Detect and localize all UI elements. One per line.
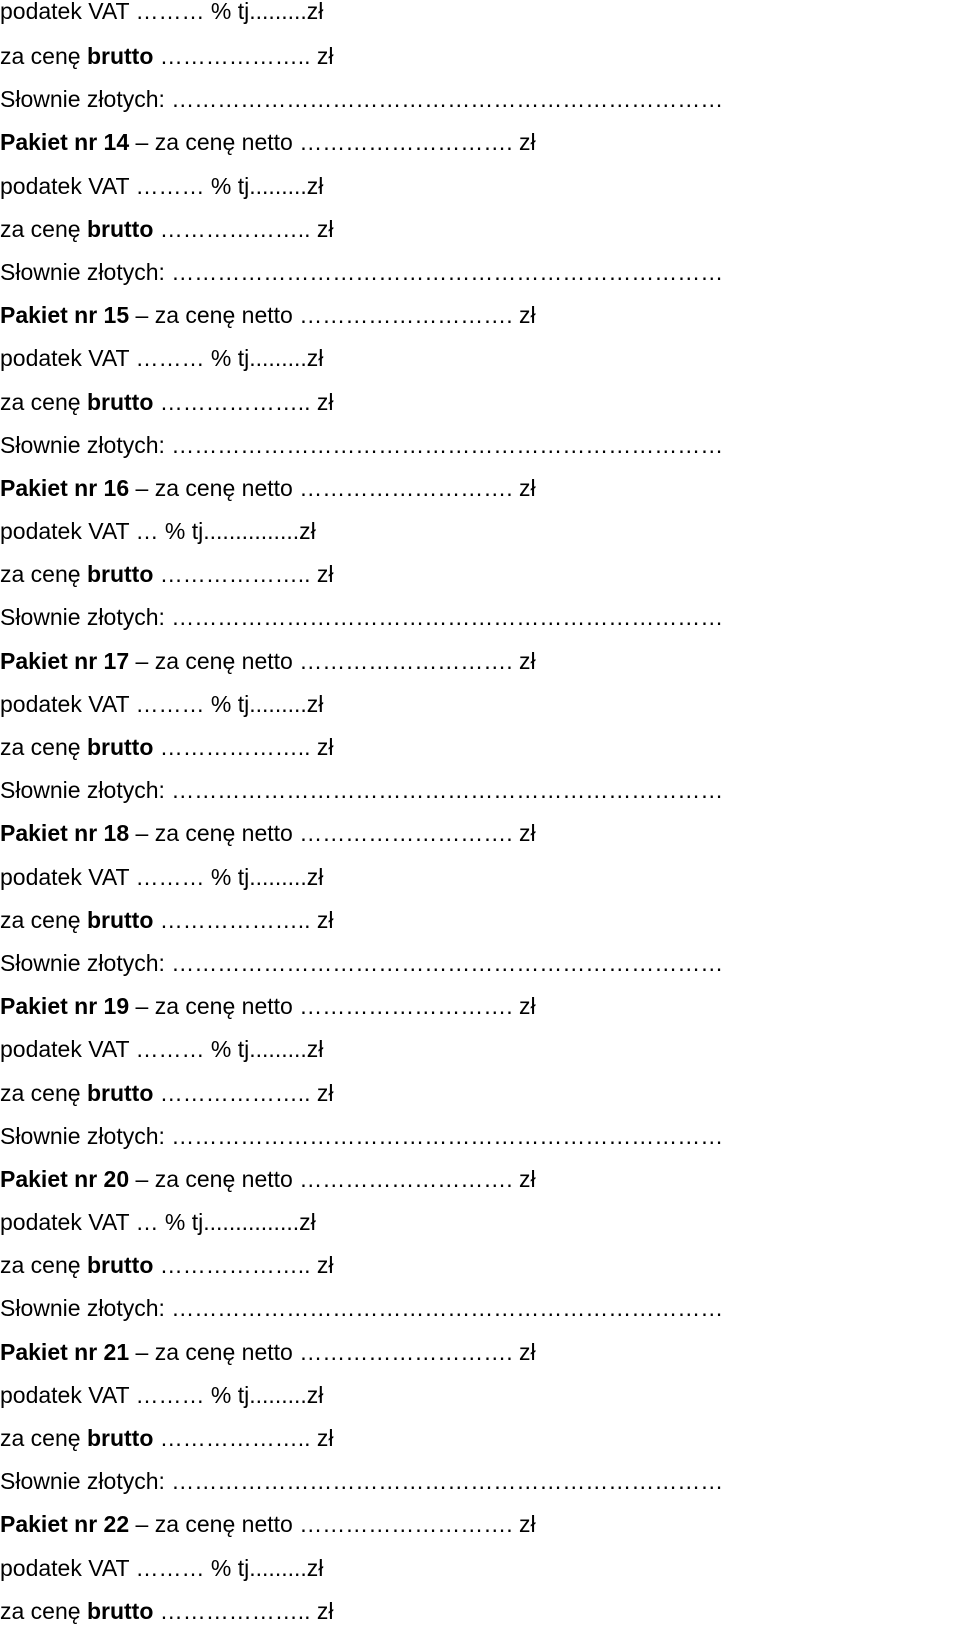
- brutto-label: brutto: [86, 561, 154, 588]
- slownie-line: [0, 430, 960, 473]
- brutto-line: [0, 1596, 960, 1639]
- package-netto-line: [0, 127, 960, 170]
- brutto-line: [0, 41, 960, 84]
- vat-text: podatek VAT ……… % tj.........zł: [0, 1554, 324, 1581]
- vat-text: podatek VAT ……… % tj.........zł: [0, 690, 324, 717]
- brutto-label: brutto: [86, 1252, 154, 1279]
- vat-text: podatek VAT ……… % tj.........zł: [0, 1036, 324, 1063]
- brutto-line: [0, 387, 960, 430]
- netto-text: – za cenę netto ………………………. zł: [129, 474, 536, 501]
- netto-text: – za cenę netto ………………………. zł: [129, 820, 536, 847]
- brutto-label: brutto: [86, 43, 154, 69]
- brutto-label: brutto: [86, 1597, 154, 1624]
- brutto-label: brutto: [86, 1079, 154, 1106]
- slownie-text: Słownie złotych: ………………………………………………………………: [0, 86, 724, 113]
- slownie-line: [0, 948, 960, 991]
- brutto-value: ……………….. zł: [153, 43, 334, 69]
- brutto-prefix: za cenę: [0, 1425, 87, 1451]
- vat-line: [0, 689, 960, 732]
- netto-text: – za cenę netto ………………………. zł: [129, 1165, 536, 1192]
- netto-text: – za cenę netto ………………………. zł: [129, 993, 536, 1020]
- brutto-line: [0, 1250, 960, 1293]
- package-netto-line: [0, 1164, 960, 1207]
- brutto-prefix: za cenę: [0, 1252, 87, 1279]
- brutto-prefix: za cenę: [0, 906, 87, 933]
- brutto-value: ……………….. zł: [153, 1425, 334, 1451]
- vat-line: [0, 343, 960, 386]
- package-netto-line: [0, 473, 960, 516]
- brutto-value: ……………….. zł: [153, 1079, 334, 1106]
- vat-line: [0, 1207, 960, 1250]
- brutto-prefix: za cenę: [0, 561, 87, 588]
- brutto-prefix: za cenę: [0, 215, 87, 242]
- vat-line: [0, 171, 960, 214]
- package-title: Pakiet nr 18: [0, 820, 130, 847]
- vat-line: [0, 1553, 960, 1596]
- vat-text: podatek VAT … % tj...............zł: [0, 518, 316, 545]
- package-netto-line: [0, 991, 960, 1034]
- package-title: Pakiet nr 20: [0, 1165, 130, 1192]
- package-title: Pakiet nr 21: [0, 1338, 130, 1365]
- brutto-line: [0, 559, 960, 602]
- brutto-line: [0, 1423, 960, 1466]
- slownie-text: Słownie złotych: ………………………………………………………………: [0, 949, 724, 976]
- package-netto-line: [0, 646, 960, 689]
- slownie-line: [0, 1121, 960, 1164]
- slownie-line: [0, 84, 960, 127]
- vat-line: [0, 516, 960, 559]
- netto-text: – za cenę netto ………………………. zł: [129, 302, 536, 329]
- slownie-text: Słownie złotych: ………………………………………………………………: [0, 777, 724, 804]
- brutto-line: [0, 905, 960, 948]
- netto-text: – za cenę netto ………………………. zł: [129, 129, 536, 156]
- brutto-value: ……………….. zł: [153, 1597, 334, 1624]
- brutto-prefix: za cenę: [0, 1079, 87, 1106]
- vat-line: [0, 1034, 960, 1077]
- package-title: Pakiet nr 22: [0, 1511, 130, 1538]
- brutto-value: ……………….. zł: [153, 906, 334, 933]
- slownie-text: Słownie złotych: ………………………………………………………………: [0, 1468, 724, 1495]
- package-netto-line: [0, 1509, 960, 1552]
- brutto-prefix: za cenę: [0, 43, 87, 69]
- netto-text: – za cenę netto ………………………. zł: [129, 647, 536, 674]
- brutto-line: [0, 732, 960, 775]
- netto-text: – za cenę netto ………………………. zł: [129, 1338, 536, 1365]
- brutto-label: brutto: [86, 906, 154, 933]
- slownie-line: [0, 775, 960, 818]
- slownie-line: [0, 1293, 960, 1336]
- vat-text: podatek VAT ……… % tj.........zł: [0, 345, 324, 372]
- package-title: Pakiet nr 17: [0, 647, 130, 674]
- vat-text: podatek VAT ……… % tj.........zł: [0, 863, 324, 890]
- package-title: Pakiet nr 15: [0, 302, 130, 329]
- brutto-label: brutto: [86, 1425, 154, 1451]
- brutto-value: ……………….. zł: [153, 561, 334, 588]
- slownie-text: Słownie złotych: ………………………………………………………………: [0, 604, 724, 631]
- brutto-line: [0, 214, 960, 257]
- brutto-value: ……………….. zł: [153, 215, 334, 242]
- vat-line: [0, 1380, 960, 1423]
- vat-line: [0, 0, 960, 25]
- slownie-text: Słownie złotych: ………………………………………………………………: [0, 1295, 724, 1322]
- brutto-value: ……………….. zł: [153, 1252, 334, 1279]
- brutto-label: brutto: [86, 215, 154, 242]
- vat-line: [0, 862, 960, 905]
- brutto-prefix: za cenę: [0, 1597, 87, 1624]
- brutto-value: ……………….. zł: [153, 388, 334, 415]
- package-netto-line: [0, 300, 960, 343]
- package-title: Pakiet nr 16: [0, 474, 130, 501]
- package-netto-line: [0, 818, 960, 861]
- vat-text: podatek VAT ……… % tj.........zł: [0, 0, 324, 24]
- vat-text: podatek VAT … % tj...............zł: [0, 1209, 316, 1236]
- slownie-line: [0, 1466, 960, 1509]
- slownie-text: Słownie złotych: ………………………………………………………………: [0, 1122, 724, 1149]
- brutto-line: [0, 1078, 960, 1121]
- netto-text: – za cenę netto ………………………. zł: [129, 1511, 536, 1538]
- vat-text: podatek VAT ……… % tj.........zł: [0, 1381, 324, 1408]
- brutto-prefix: za cenę: [0, 388, 87, 415]
- brutto-prefix: za cenę: [0, 734, 87, 760]
- package-netto-line: [0, 1337, 960, 1380]
- slownie-line: [0, 257, 960, 300]
- brutto-value: ……………….. zł: [153, 734, 334, 760]
- brutto-label: brutto: [86, 388, 154, 415]
- slownie-text: Słownie złotych: ………………………………………………………………: [0, 258, 724, 285]
- package-title: Pakiet nr 14: [0, 129, 130, 156]
- slownie-text: Słownie złotych: ………………………………………………………………: [0, 431, 724, 458]
- vat-text: podatek VAT ……… % tj.........zł: [0, 172, 324, 199]
- slownie-line: [0, 602, 960, 645]
- brutto-label: brutto: [86, 734, 154, 760]
- package-title: Pakiet nr 19: [0, 993, 130, 1020]
